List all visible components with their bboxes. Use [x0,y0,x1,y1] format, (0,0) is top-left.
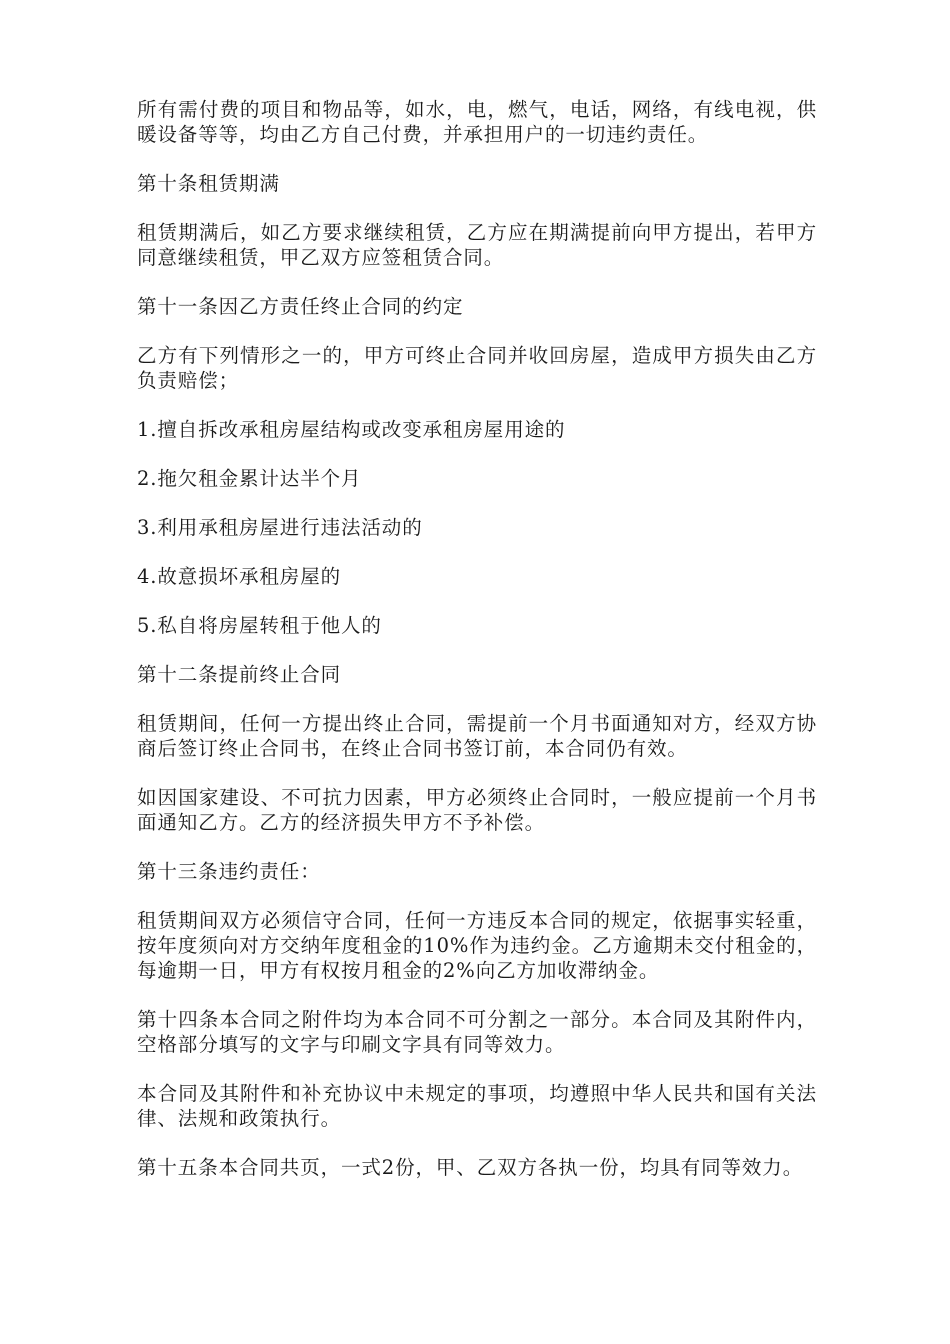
paragraph-early-termination: 租赁期间，任何一方提出终止合同，需提前一个月书面通知对方，经双方协商后签订终止合同书，在终止合同书签订前，本合同仍有效。 [137,712,817,760]
list-item-5: 5.私自将房屋转租于他人的 [137,614,382,637]
paragraph-article-15: 第十五条本合同共页，一式2份，甲、乙双方各执一份，均具有同等效力。 [137,1156,804,1179]
list-item-4: 4.故意损坏承租房屋的 [137,565,342,588]
paragraph-applicable-law: 本合同及其附件和补充协议中未规定的事项，均遵照中华人民共和国有关法律、法规和政策执行。 [137,1082,817,1130]
heading-article-10: 第十条租赁期满 [137,172,280,195]
list-item-2: 2.拖欠租金累计达半个月 [137,467,362,490]
paragraph-utilities: 所有需付费的项目和物品等，如水，电，燃气，电话，网络，有线电视，供暖设备等等，均由乙方自己付费，并承担用户的一切违约责任。 [137,98,817,146]
list-item-1: 1.擅自拆改承租房屋结构或改变承租房屋用途的 [137,418,566,441]
paragraph-lease-expiry: 租赁期满后，如乙方要求继续租赁，乙方应在期满提前向甲方提出，若甲方同意继续租赁，甲乙双方应签租赁合同。 [137,221,817,269]
paragraph-termination-conditions: 乙方有下列情形之一的，甲方可终止合同并收回房屋，造成甲方损失由乙方负责赔偿； [137,344,817,392]
heading-article-11: 第十一条因乙方责任终止合同的约定 [137,295,464,318]
paragraph-breach-liability: 租赁期间双方必须信守合同，任何一方违反本合同的规定，依据事实轻重，按年度须向对方交纳年度租金的10%作为违约金。乙方逾期未交付租金的，每逾期一日，甲方有权按月租金的2%向乙方加收滞纳金。 [137,909,817,982]
heading-article-13: 第十三条违约责任： [137,860,321,883]
paragraph-article-14: 第十四条本合同之附件均为本合同不可分割之一部分。本合同及其附件内，空格部分填写的文字与印刷文字具有同等效力。 [137,1008,817,1056]
paragraph-force-majeure: 如因国家建设、不可抗力因素，甲方必须终止合同时，一般应提前一个月书面通知乙方。乙方的经济损失甲方不予补偿。 [137,786,817,834]
list-item-3: 3.利用承租房屋进行违法活动的 [137,516,423,539]
heading-article-12: 第十二条提前终止合同 [137,663,342,686]
document-body [137,97,817,1204]
